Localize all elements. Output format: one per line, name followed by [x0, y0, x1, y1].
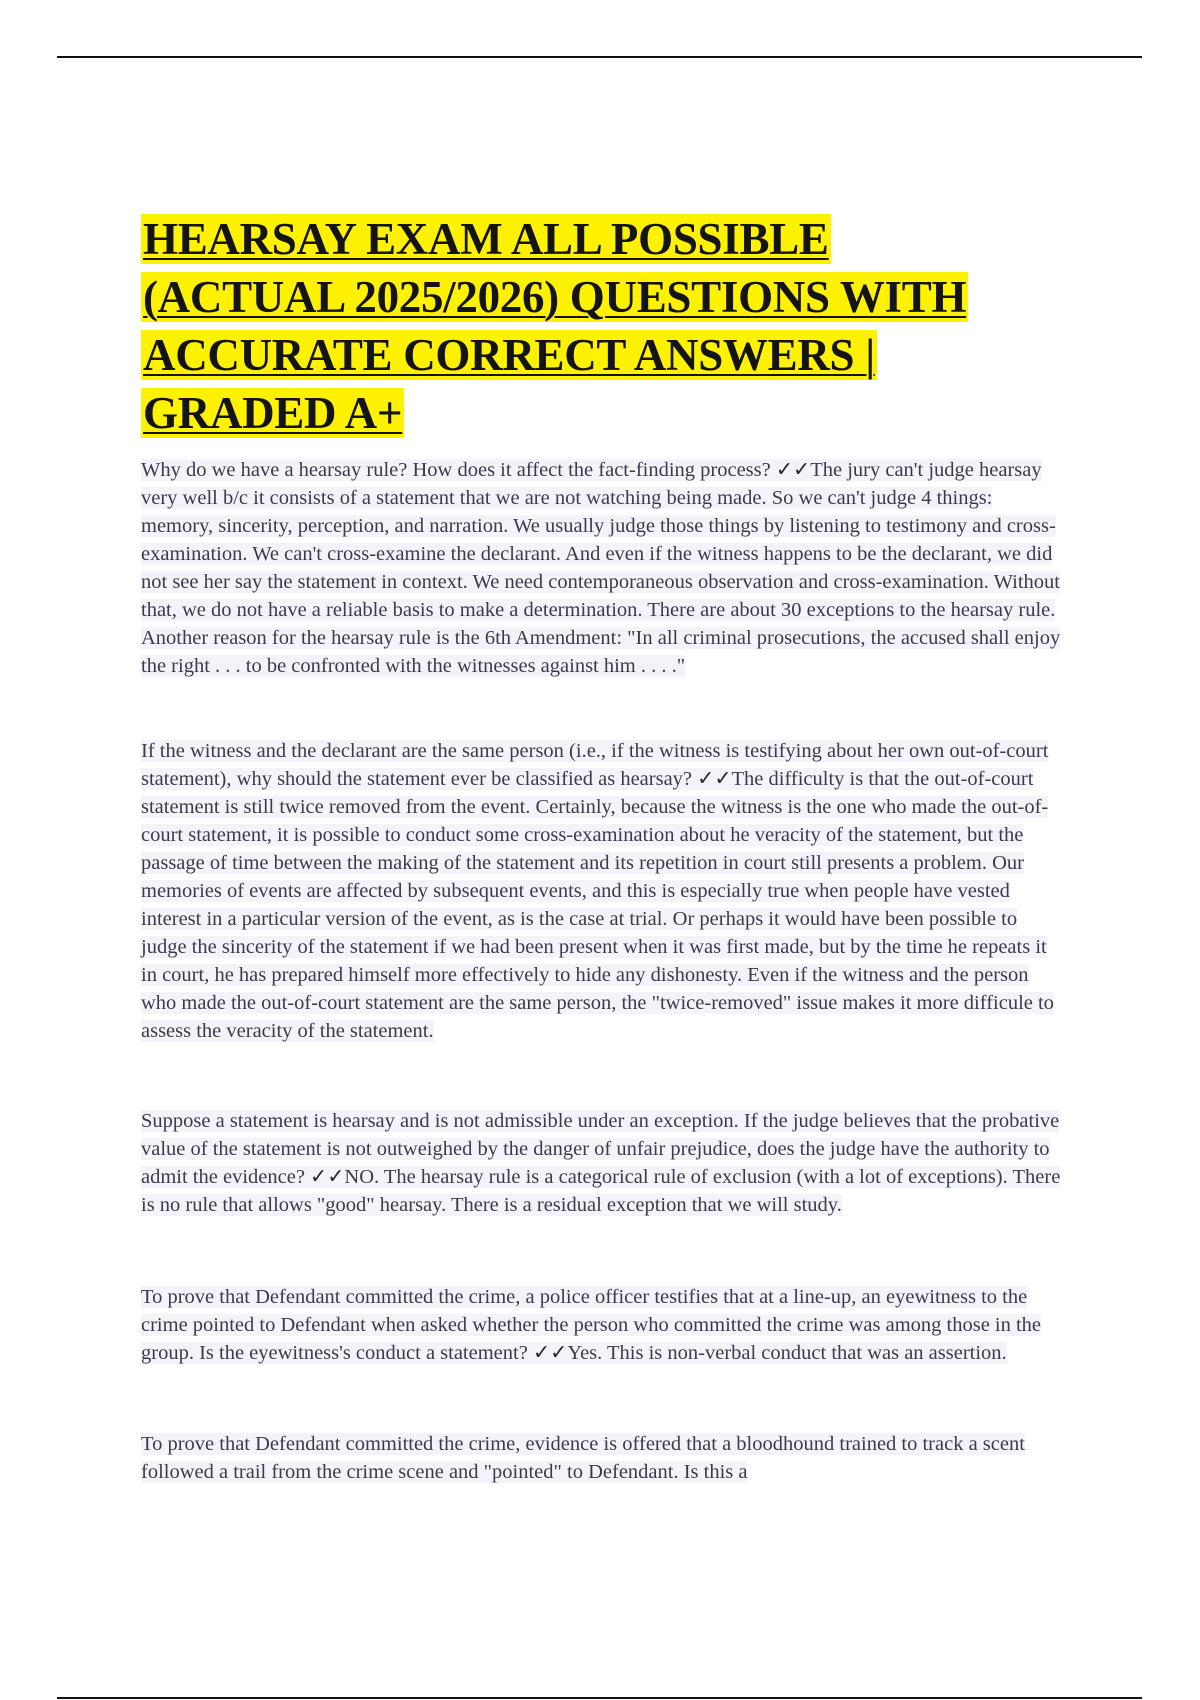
question-text: Suppose a statement is hearsay and is not admissible under an exception. If the judge believes that the probative value of the statement is not outweighed by the danger of unfair prejudice, does the judge have the authority to admit the evidence?	[141, 1110, 1060, 1188]
question-text: Why do we have a hearsay rule? How does it affect the fact-finding process?	[141, 459, 771, 481]
answer-text: The jury can't judge hearsay very well b/c it consists of a statement that we are not watching being made. So we can't judge 4 things: memory, sincerity, perception, and narration. We usually judge those things by listening to testimony and cross-examination. We can't cross-examine the declarant. And even if the witness happens to be the declarant, we did not see her say the statement in context. We need contemporaneous observation and cross-examination. Without that, we do not have a reliable basis to make a determination. There are about 30 exceptions to the hearsay rule. Another reason for the hearsay rule is the 6th Amendment: "In all criminal prosecutions, the accused shall enjoy the right . . . to be confronted with the witnesses against him . . . ."	[141, 459, 1061, 677]
check-mark-icon: ✓✓	[697, 768, 732, 790]
check-mark-icon: ✓✓	[775, 459, 811, 481]
question-text: To prove that Defendant committed the crime, a police officer testifies that at a line-up, an eyewitness to the crime pointed to Defendant when asked whether the person who committed the crime was among those in the group. Is the eyewitness's conduct a statement?	[141, 1286, 1042, 1364]
document-title-text: HEARSAY EXAM ALL POSSIBLE (ACTUAL 2025/2026) QUESTIONS WITH ACCURATE CORRECT ANSWERS | GRADED A+	[143, 214, 967, 438]
answer-text: Yes. This is non-verbal conduct that was an assertion.	[567, 1342, 1007, 1364]
document-title	[141, 210, 1041, 442]
check-mark-icon: ✓✓	[310, 1166, 345, 1188]
question-text: If the witness and the declarant are the same person (i.e., if the witness is testifying about her own out-of-court statement), why should the statement ever be classified as hearsay?	[141, 740, 1049, 790]
answer-text: The difficulty is that the out-of-court statement is still twice removed from the event. Certainly, because the witness is the one who made the out-of-court statement, it is possible to conduct some cross-examination about he veracity of the statement, but the passage of time between the making of the statement and its repetition in court still presents a problem. Our memories of events are affected by subsequent events, and this is especially true when people have vested interest in a particular version of the event, as is the case at trial. Or perhaps it would have been possible to judge the sincerity of the statement if we had been present when it was first made, but by the time he repeats it in court, he has prepared himself more effectively to hide any dishonesty. Even if the witness and the person who made the out-of-court statement are the same person, the "twice-removed" issue makes it more difficule to assess the veracity of the statement.	[141, 768, 1054, 1042]
qa-item	[141, 456, 1061, 680]
bottom-rule	[57, 1697, 1142, 1699]
qa-item	[141, 737, 1061, 1045]
question-text: To prove that Defendant committed the crime, evidence is offered that a bloodhound trained to track a scent followed a trail from the crime scene and "pointed" to Defendant. Is this a	[141, 1433, 1025, 1483]
top-rule	[57, 56, 1142, 58]
qa-item	[141, 1430, 1061, 1486]
answer-text: NO. The hearsay rule is a categorical rule of exclusion (with a lot of exceptions). There is no rule that allows "good" hearsay. There is a residual exception that we will study.	[141, 1166, 1061, 1216]
qa-item	[141, 1283, 1061, 1367]
check-mark-icon: ✓✓	[532, 1342, 568, 1364]
qa-item	[141, 1107, 1061, 1219]
